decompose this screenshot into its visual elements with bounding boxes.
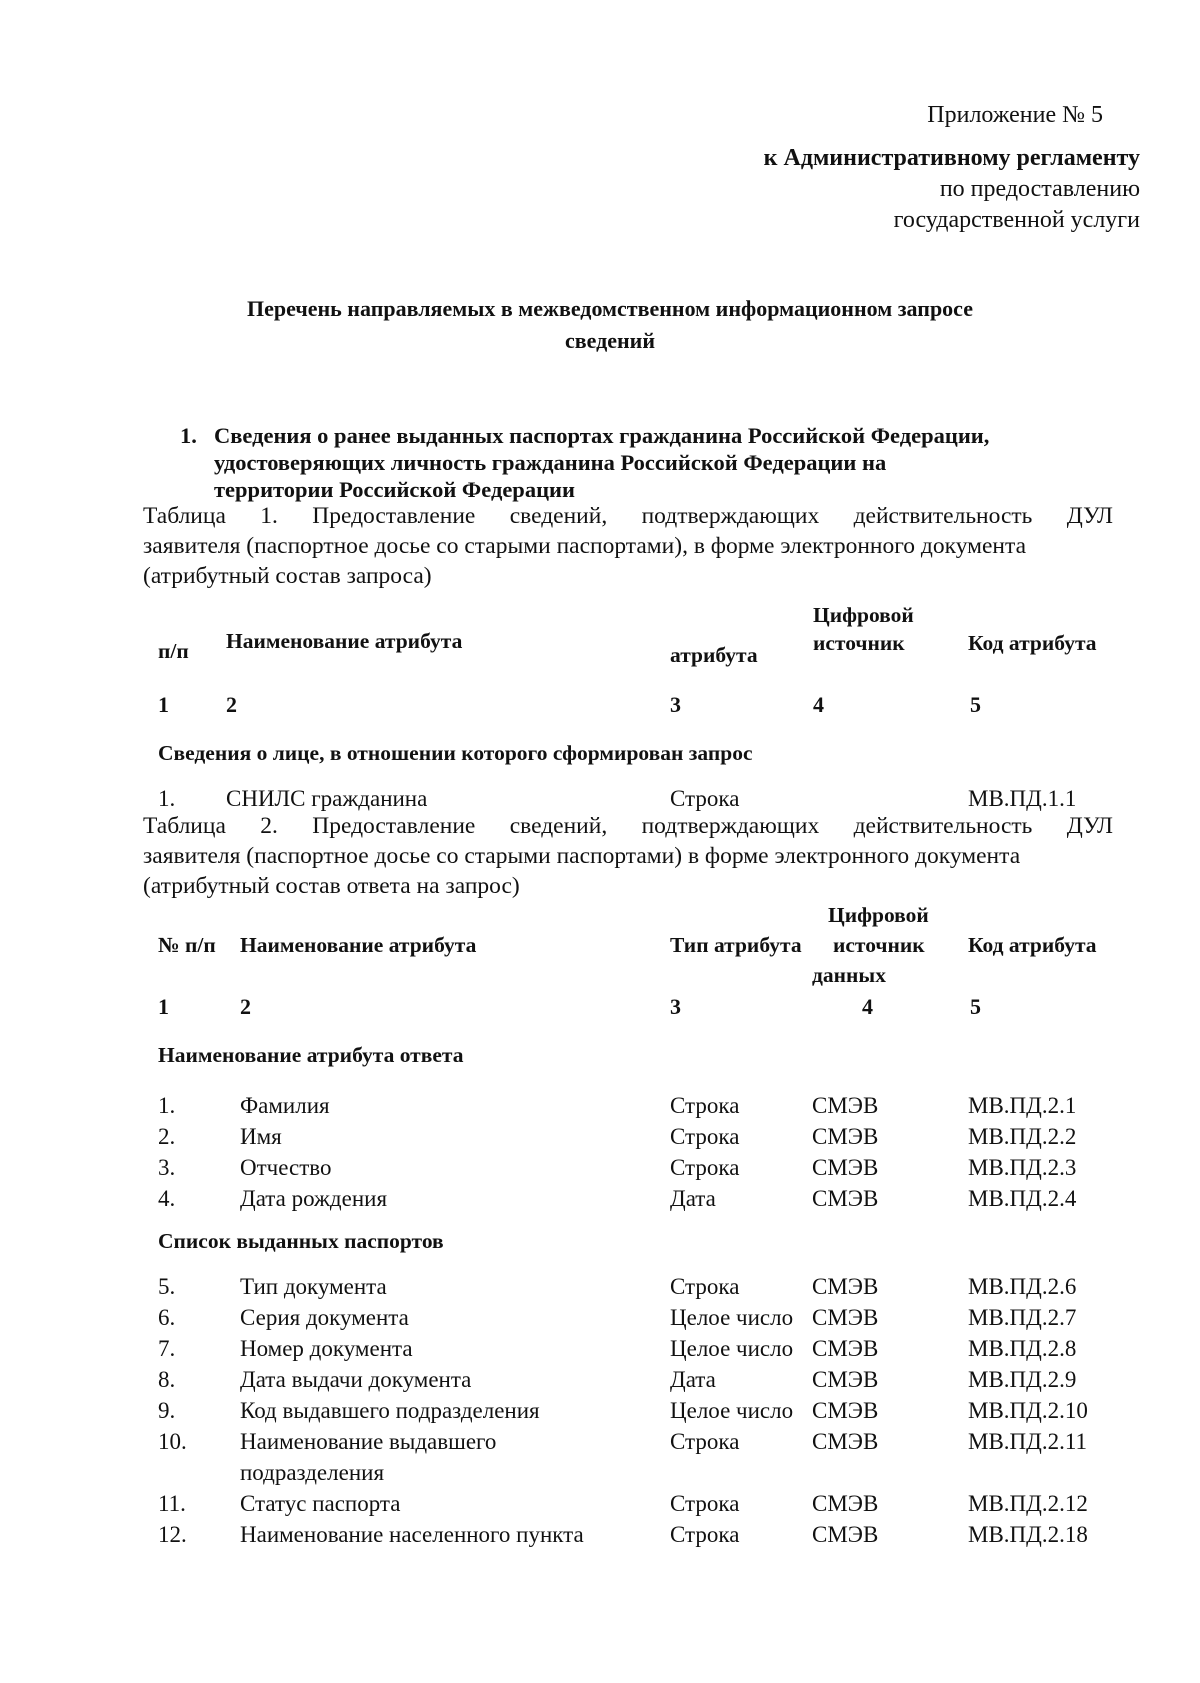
page-title-line2: сведений [564, 328, 656, 353]
t2-row-num: 11. [158, 1491, 186, 1516]
t2-row-source: СМЭВ [812, 1336, 879, 1361]
t2-row-source: СМЭВ [812, 1124, 879, 1149]
t1-colnum-4: 4 [813, 692, 824, 717]
t2-colnum-5: 5 [970, 994, 981, 1019]
table2-caption-line3: (атрибутный состав ответа на запрос) [143, 873, 520, 899]
t2-colnum-3: 3 [670, 994, 681, 1019]
t2-row-code: МВ.ПД.2.10 [968, 1398, 1088, 1423]
t2-row-num: 12. [158, 1522, 187, 1547]
t1-row-type: Строка [670, 786, 740, 811]
t1-row-num: 1. [158, 786, 176, 811]
t2-group-1: Наименование атрибута ответа [158, 1043, 464, 1067]
t1-header-source-1: Цифровой [813, 603, 914, 627]
t2-row-code: МВ.ПД.2.11 [968, 1429, 1087, 1454]
t2-row-num: 4. [158, 1186, 176, 1211]
t2-row-source: СМЭВ [812, 1155, 879, 1180]
t2-row-source: СМЭВ [812, 1398, 879, 1423]
t1-header-name: Наименование атрибута [226, 629, 463, 653]
t2-header-source-3: данных [812, 963, 886, 987]
t2-row-type: Строка [670, 1429, 740, 1454]
t2-row-type: Дата [670, 1367, 716, 1392]
table1-caption-line2: заявителя (паспортное досье со старыми паспортами), в форме электронного документа [143, 533, 1026, 559]
t1-colnum-3: 3 [670, 692, 681, 717]
t1-header-type: атрибута [670, 643, 758, 667]
table1-caption-line1: Таблица 1. Предоставление сведений, подтверждающих действительность ДУЛ [143, 503, 1113, 529]
t2-row-type: Целое число [670, 1305, 794, 1330]
t2-group-2: Список выданных паспортов [158, 1229, 444, 1253]
page-title-line1: Перечень направляемых в межведомственном информационном запросе [247, 296, 973, 321]
section-heading-line1: Сведения о ранее выданных паспортах гражданина Российской Федерации, [214, 423, 990, 448]
table1-caption-line3: (атрибутный состав запроса) [143, 563, 432, 589]
t2-row-type: Строка [670, 1155, 740, 1180]
t2-row-code: МВ.ПД.2.1 [968, 1093, 1077, 1118]
t2-row-num: 9. [158, 1398, 176, 1423]
t2-header-source-1: Цифровой [828, 903, 929, 927]
section-number: 1. [180, 423, 197, 448]
t2-row-name: Дата выдачи документа [240, 1367, 472, 1392]
t2-row-name-cont: подразделения [240, 1460, 385, 1485]
t1-header-code: Код атрибута [968, 631, 1097, 655]
t2-row-num: 2. [158, 1124, 176, 1149]
t2-row-source: СМЭВ [812, 1522, 879, 1547]
t2-row-type: Строка [670, 1274, 740, 1299]
t2-row-code: МВ.ПД.2.9 [968, 1367, 1077, 1392]
t2-header-type: Тип атрибута [670, 933, 802, 957]
t2-header-code: Код атрибута [968, 933, 1097, 957]
t2-row-num: 8. [158, 1367, 176, 1392]
t2-row-type: Дата [670, 1186, 716, 1211]
t2-row-type: Строка [670, 1522, 740, 1547]
t2-row-num: 1. [158, 1093, 176, 1118]
t2-row-source: СМЭВ [812, 1093, 879, 1118]
t2-row-code: МВ.ПД.2.2 [968, 1124, 1077, 1149]
t1-group: Сведения о лице, в отношении которого сформирован запрос [158, 741, 753, 765]
t1-colnum-5: 5 [970, 692, 981, 717]
t2-row-name: Фамилия [240, 1093, 330, 1118]
t2-row-name: Наименование выдавшего [240, 1429, 497, 1454]
t1-colnum-1: 1 [158, 692, 169, 717]
t2-row-code: МВ.ПД.2.3 [968, 1155, 1077, 1180]
t2-row-name: Имя [240, 1124, 282, 1149]
t2-row-num: 5. [158, 1274, 176, 1299]
t2-row-num: 10. [158, 1429, 187, 1454]
t1-header-num: п/п [158, 639, 189, 663]
t1-row-code: МВ.ПД.1.1 [968, 786, 1077, 811]
t2-row-name: Код выдавшего подразделения [240, 1398, 540, 1423]
t2-row-code: МВ.ПД.2.8 [968, 1336, 1077, 1361]
t2-colnum-1: 1 [158, 994, 169, 1019]
t2-header-source-2: источник [833, 933, 925, 957]
t2-row-source: СМЭВ [812, 1186, 879, 1211]
t2-row-code: МВ.ПД.2.18 [968, 1522, 1088, 1547]
t2-row-type: Строка [670, 1491, 740, 1516]
t2-row-source: СМЭВ [812, 1429, 879, 1454]
table2-caption-line2: заявителя (паспортное досье со старыми паспортами) в форме электронного документа [143, 843, 1021, 869]
table2-caption-line1: Таблица 2. Предоставление сведений, подтверждающих действительность ДУЛ [143, 813, 1113, 839]
t1-colnum-2: 2 [226, 692, 237, 717]
annex-number: Приложение № 5 [927, 102, 1103, 128]
t2-row-name: Отчество [240, 1155, 332, 1180]
t2-row-type: Строка [670, 1093, 740, 1118]
t2-row-code: МВ.ПД.2.7 [968, 1305, 1077, 1330]
section-heading-line2: удостоверяющих личность гражданина Российской Федерации на [214, 450, 887, 475]
annex-regulation: к Административному регламенту [763, 145, 1140, 171]
t2-row-name: Номер документа [240, 1336, 413, 1361]
t2-row-code: МВ.ПД.2.6 [968, 1274, 1077, 1299]
t2-row-name: Тип документа [240, 1274, 387, 1299]
section-heading-line3: территории Российской Федерации [214, 477, 575, 502]
t1-header-source-2: источник [813, 631, 905, 655]
t2-colnum-4: 4 [862, 994, 873, 1019]
t2-row-name: Статус паспорта [240, 1491, 401, 1516]
t2-row-type: Строка [670, 1124, 740, 1149]
t2-row-num: 7. [158, 1336, 176, 1361]
t2-header-name: Наименование атрибута [240, 933, 477, 957]
t2-row-code: МВ.ПД.2.4 [968, 1186, 1077, 1211]
t2-row-source: СМЭВ [812, 1305, 879, 1330]
t2-row-name: Серия документа [240, 1305, 409, 1330]
t2-colnum-2: 2 [240, 994, 251, 1019]
t1-row-name: СНИЛС гражданина [226, 786, 428, 811]
t2-row-num: 3. [158, 1155, 176, 1180]
t2-row-source: СМЭВ [812, 1491, 879, 1516]
t2-row-type: Целое число [670, 1336, 794, 1361]
t2-row-num: 6. [158, 1305, 176, 1330]
t2-row-name: Дата рождения [240, 1186, 388, 1211]
t2-row-code: МВ.ПД.2.12 [968, 1491, 1088, 1516]
annex-provision: по предоставлению [939, 176, 1140, 202]
annex-service: государственной услуги [893, 207, 1140, 233]
t2-row-source: СМЭВ [812, 1367, 879, 1392]
t2-row-name: Наименование населенного пункта [240, 1522, 584, 1547]
t2-header-num: № п/п [158, 933, 216, 957]
t2-row-source: СМЭВ [812, 1274, 879, 1299]
t2-row-type: Целое число [670, 1398, 794, 1423]
